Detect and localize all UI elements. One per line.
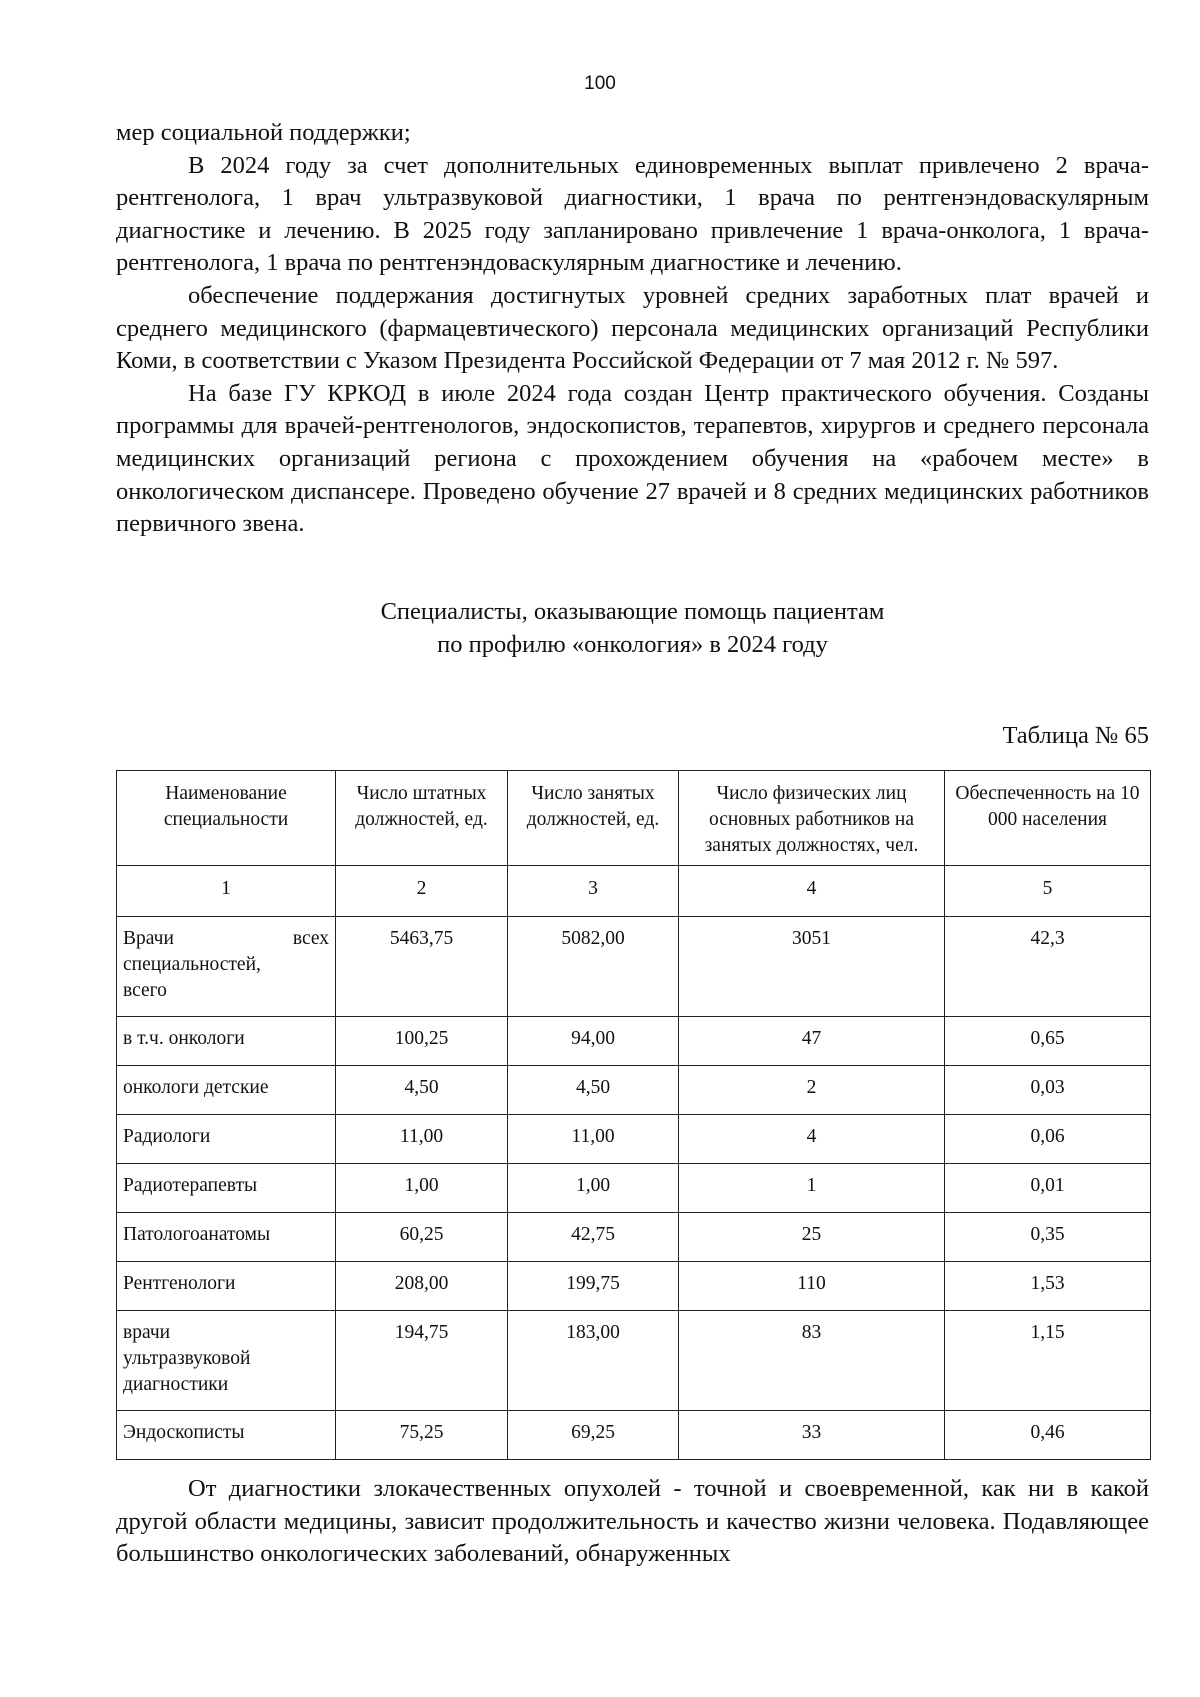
cell-staff-positions: 60,25 — [336, 1213, 508, 1262]
row-name — [117, 917, 336, 1017]
cell-occupied-positions: 1,00 — [508, 1164, 679, 1213]
table-row — [117, 1411, 1151, 1460]
column-number: 3 — [508, 866, 679, 917]
row-name-part: ультразвуковой — [123, 1348, 251, 1369]
paragraph-training-center: На базе ГУ КРКОД в июле 2024 года создан Центр практического обучения. Созданы программы для врачей-рентгенологов, эндоскопистов, терапевтов, хирургов и среднего персонала медицинских организаций региона с прохождением обучения на «рабочем месте» в онкологическом диспансере. Проведено обучение 27 врачей и 8 средних медицинских работников первичного звена. — [116, 379, 1149, 538]
row-name-part: всего — [123, 980, 167, 1001]
cell-staff-positions: 75,25 — [336, 1411, 508, 1460]
cell-staff-positions: 11,00 — [336, 1115, 508, 1164]
column-number: 5 — [945, 866, 1151, 917]
cell-physical-persons: 2 — [679, 1066, 945, 1115]
table-row — [117, 1164, 1151, 1213]
paragraph-social-support: мер социальной поддержки; — [116, 119, 411, 146]
cell-physical-persons: 47 — [679, 1017, 945, 1066]
row-name: Радиотерапевты — [117, 1164, 336, 1213]
row-name-part: диагностики — [123, 1374, 229, 1395]
row-name-part: всех — [292, 928, 329, 949]
cell-coverage: 0,46 — [945, 1411, 1151, 1460]
specialists-table — [116, 770, 1151, 1460]
table-row — [117, 1017, 1151, 1066]
table-row — [117, 1262, 1151, 1311]
header-coverage: Обеспеченность на 10 000 населения — [945, 771, 1151, 866]
paragraph-diagnostics: От диагностики злокачественных опухолей - точной и своевременной, как ни в какой другой области медицины, зависит продолжительность и качество жизни человека. Подавляющее большинство онкологических заболеваний, обнаруженных — [116, 1475, 1149, 1568]
table-row — [117, 1311, 1151, 1411]
row-name: Патологоанатомы — [117, 1213, 336, 1262]
table-caption-line-1: Специалисты, оказывающие помощь пациентам — [380, 598, 885, 625]
cell-staff-positions: 194,75 — [336, 1311, 508, 1411]
row-name-part: врачи — [123, 1322, 171, 1343]
cell-coverage: 42,3 — [945, 917, 1151, 1017]
cell-occupied-positions: 4,50 — [508, 1066, 679, 1115]
cell-physical-persons: 4 — [679, 1115, 945, 1164]
header-physical-persons: Число физических лиц основных работников на занятых должностях, чел. — [679, 771, 945, 866]
paragraph-salaries: обеспечение поддержания достигнутых уровней средних заработных плат врачей и среднего медицинского (фармацевтического) персонала медицинских организаций Республики Коми, в соответствии с Указом Президента Российской Федерации от 7 мая 2012 г. № 597. — [116, 281, 1149, 375]
cell-coverage: 0,03 — [945, 1066, 1151, 1115]
cell-occupied-positions: 42,75 — [508, 1213, 679, 1262]
cell-occupied-positions: 199,75 — [508, 1262, 679, 1311]
cell-coverage: 0,65 — [945, 1017, 1151, 1066]
cell-occupied-positions: 69,25 — [508, 1411, 679, 1460]
cell-staff-positions: 100,25 — [336, 1017, 508, 1066]
page-number: 100 — [584, 73, 616, 94]
cell-occupied-positions: 94,00 — [508, 1017, 679, 1066]
cell-coverage: 0,06 — [945, 1115, 1151, 1164]
body-text-bottom — [116, 1473, 1149, 1571]
cell-staff-positions: 208,00 — [336, 1262, 508, 1311]
table-header-row — [117, 771, 1151, 866]
cell-physical-persons: 110 — [679, 1262, 945, 1311]
cell-physical-persons: 3051 — [679, 917, 945, 1017]
cell-physical-persons: 33 — [679, 1411, 945, 1460]
row-name-part: специальностей, — [123, 954, 261, 975]
cell-staff-positions: 4,50 — [336, 1066, 508, 1115]
table-row — [117, 1115, 1151, 1164]
header-specialty: Наименование специальности — [117, 771, 336, 866]
row-name: онкологи детские — [117, 1066, 336, 1115]
cell-coverage: 0,35 — [945, 1213, 1151, 1262]
row-name: Рентгенологи — [117, 1262, 336, 1311]
cell-occupied-positions: 11,00 — [508, 1115, 679, 1164]
cell-physical-persons: 25 — [679, 1213, 945, 1262]
column-number: 4 — [679, 866, 945, 917]
cell-occupied-positions: 5082,00 — [508, 917, 679, 1017]
cell-staff-positions: 1,00 — [336, 1164, 508, 1213]
row-name — [117, 1311, 336, 1411]
column-number-row — [117, 866, 1151, 917]
cell-staff-positions: 5463,75 — [336, 917, 508, 1017]
cell-coverage: 1,15 — [945, 1311, 1151, 1411]
row-name: в т.ч. онкологи — [117, 1017, 336, 1066]
column-number: 1 — [117, 866, 336, 917]
table-row — [117, 1213, 1151, 1262]
table-caption — [116, 596, 1149, 661]
header-occupied-positions: Число занятых должностей, ед. — [508, 771, 679, 866]
header-staff-positions: Число штатных должностей, ед. — [336, 771, 508, 866]
row-name: Радиологи — [117, 1115, 336, 1164]
row-name-part: Врачи — [123, 928, 174, 949]
table-number: Таблица № 65 — [1002, 722, 1149, 749]
cell-occupied-positions: 183,00 — [508, 1311, 679, 1411]
table-row — [117, 1066, 1151, 1115]
paragraph-hiring: В 2024 году за счет дополнительных единовременных выплат привлечено 2 врача-рентгенолога, 1 врач ультразвуковой диагностики, 1 врача по рентгенэндоваскулярным диагностике и лечению. В 2025 году запланировано привлечение 1 врача-онколога, 1 врача-рентгенолога, 1 врача по рентгенэндоваскулярным диагностике и лечению. — [116, 151, 1149, 277]
column-number: 2 — [336, 866, 508, 917]
body-text-top — [116, 117, 1149, 541]
row-name: Эндоскописты — [117, 1411, 336, 1460]
cell-physical-persons: 83 — [679, 1311, 945, 1411]
cell-coverage: 1,53 — [945, 1262, 1151, 1311]
cell-physical-persons: 1 — [679, 1164, 945, 1213]
table-row — [117, 917, 1151, 1017]
cell-coverage: 0,01 — [945, 1164, 1151, 1213]
table-caption-line-2: по профилю «онкология» в 2024 году — [437, 630, 828, 658]
